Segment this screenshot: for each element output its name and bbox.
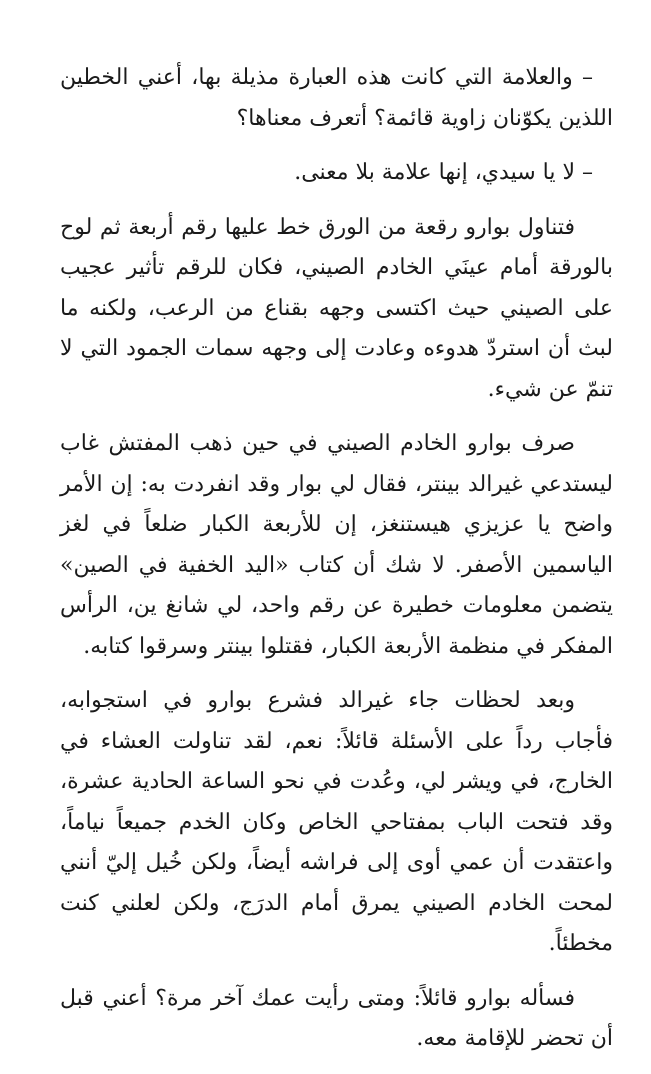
narrative-paragraph-4: فسأله بوارو قائلاً: ومتى رأيت عمك آخر مرة؟ أعني قبل أن تحضر للإقامة معه. [60,985,613,1051]
dialog-paragraph-2: – لا يا سيدي، إنها علامة بلا معنى. [294,160,593,185]
book-page [60,58,613,1074]
narrative-paragraph-2: صرف بوارو الخادم الصيني في حين ذهب المفتش غاب ليستدعي غيرالد بينتر، فقال لي بوار وقد انفردت به: إن الأمر واضح يا عزيزي هيستنغز، إن للأربعة الكبار ضلعاً في لغز الياسمين الأصفر. لا شك أن كتاب «اليد الخفية في الصين» يتضمن معلومات خطيرة عن رقم واحد، لي شانغ ين، الرأس المفكر في منظمة الأربعة الكبار، فقتلوا بينتر وسرقوا كتابه. [60,431,613,659]
narrative-paragraph-1: فتناول بوارو رقعة من الورق خط عليها رقم أربعة ثم لوح بالورقة أمام عينَي الخادم الصيني، فكان للرقم تأثير عجيب على الصيني حيث اكتسى وجهه بقناع من الرعب، ولكنه ما لبث أن استردّ هدوءه وعادت إلى وجهه سمات الجمود التي لا تنمّ عن شيء. [60,214,613,402]
narrative-paragraph-3: وبعد لحظات جاء غيرالد فشرع بوارو في استجوابه، فأجاب رداً على الأسئلة قائلاً: نعم، لقد تناولت العشاء في الخارج، في ويشر لي، وعُدت في نحو الساعة الحادية عشرة، وقد فتحت الباب بمفتاحي الخاص وكان الخدم جميعاً نياماً، واعتقدت أن عمي أوى إلى فراشه أيضاً، ولكن خُيل إليّ أنني لمحت الخادم الصيني يمرق أمام الدرَج، ولكن لعلني كنت مخطئاً. [60,688,613,956]
dialog-paragraph-1: – والعلامة التي كانت هذه العبارة مذيلة بها، أعني الخطين اللذين يكوّنان زاوية قائمة؟ أتعرف معناها؟ [60,65,613,131]
